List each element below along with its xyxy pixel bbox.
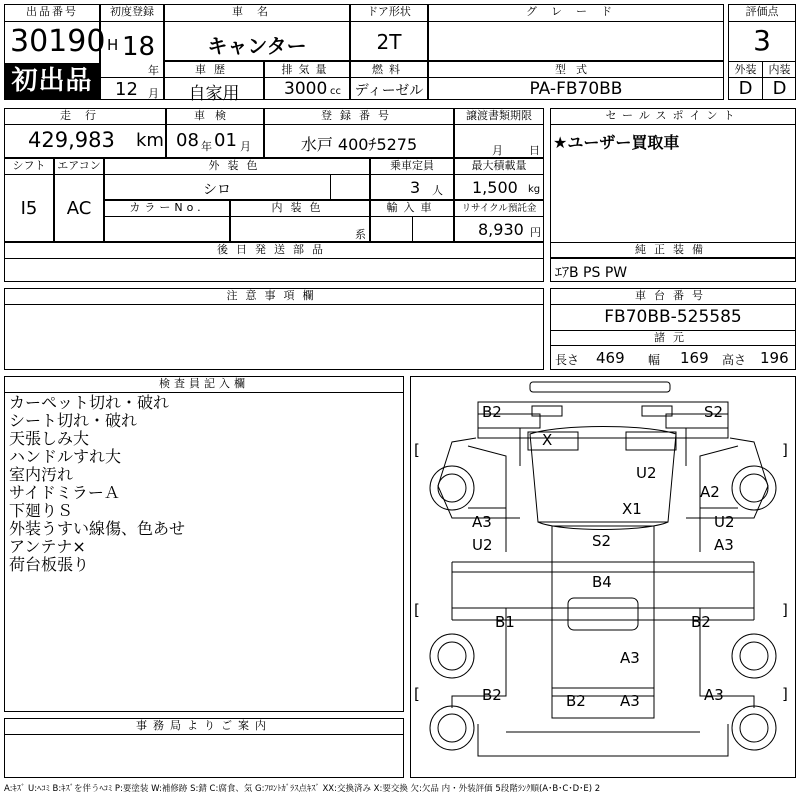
- recycle-amount: 8,930: [478, 220, 524, 239]
- transfer-month: 月: [492, 144, 503, 157]
- car-name: キャンター: [207, 34, 307, 58]
- fuel-label: 燃料: [372, 63, 406, 76]
- displacement: 3000: [284, 79, 328, 99]
- history-label: 車歴: [195, 63, 233, 76]
- length-label: 長さ: [555, 353, 580, 367]
- ext-color: シロ: [203, 182, 231, 198]
- mark-bed-b4: B4: [592, 573, 612, 591]
- mark-right-door-a2: A2: [700, 483, 720, 501]
- inspector-note: サイドミラーＡ: [9, 483, 120, 502]
- mark-bed-a3: A3: [620, 649, 640, 667]
- mark-rear-left: B2: [482, 686, 502, 704]
- int-color-label: 内装色: [271, 201, 329, 214]
- sales-point-label: セールスポイント: [605, 109, 741, 122]
- transfer-day: 日: [529, 144, 540, 157]
- grade-label: グレード: [526, 5, 626, 18]
- inspector-note: 室内汚れ: [9, 465, 74, 484]
- mark-left-door-u2: U2: [472, 536, 493, 554]
- bracket-bottom-right: ]: [782, 685, 788, 703]
- score: 3: [753, 24, 771, 57]
- capacity: 3: [410, 178, 421, 197]
- fuel: ディーゼル: [354, 83, 424, 99]
- inspection-month: 01: [214, 130, 237, 151]
- inspector-note: 天張しみ大: [9, 429, 90, 448]
- notes-label: 注意事項欄: [226, 289, 322, 302]
- dims-label: 諸元: [654, 331, 692, 344]
- bracket-top-left: [: [414, 441, 420, 459]
- equipment-label: 純正装備: [635, 243, 711, 256]
- length: 469: [596, 349, 625, 367]
- mark-cab-roof: U2: [636, 464, 657, 482]
- mark-cab-center: X1: [622, 500, 642, 518]
- shift-label: シフト: [12, 159, 46, 172]
- capacity-unit: 人: [432, 184, 443, 197]
- inspector-note: カーペット切れ・破れ: [9, 393, 170, 412]
- mark-tail-b2: B2: [566, 692, 586, 710]
- month-unit: 月: [148, 87, 159, 100]
- registration-number: 水戸 400ﾁ5275: [300, 135, 418, 154]
- lot-number: 30190: [10, 24, 106, 59]
- first-registration-label: 初度登録: [110, 5, 154, 18]
- inspector-note: 外装うすい線傷、色あせ: [9, 519, 186, 538]
- year-unit: 年: [148, 64, 159, 77]
- inspector-note: ハンドルすれ大: [9, 447, 122, 466]
- ac: AC: [66, 198, 92, 219]
- registration-label: 登録番号: [321, 109, 397, 122]
- int-color-suffix: 系: [355, 228, 366, 241]
- ext-color-label: 外装色: [208, 159, 266, 172]
- mileage-label: 走行: [60, 109, 110, 122]
- inspector-label: 検査員記入欄: [159, 377, 249, 390]
- import-label: 輸入車: [386, 201, 438, 214]
- recycle-label: リサイクル預託金: [461, 203, 537, 214]
- mark-bed-b1: B1: [495, 613, 515, 631]
- bracket-top-right: ]: [782, 441, 788, 459]
- history: 自家用: [188, 84, 240, 104]
- load-label: 最大積載量: [471, 159, 527, 172]
- damage-legend: A:ｷｽﾞ U:ﾍｺﾐ B:ｷｽﾞを伴うﾍｺﾐ P:要塗装 W:補修跡 S:錆 C:腐食、気 G:ﾌﾛﾝﾄｶﾞﾗｽ点ｷｽﾞ XX:交換済み X:要交換 欠:欠品 内・外装評価 5段階ﾗﾝｸ順(A･B･C･D･E) 2: [4, 784, 601, 794]
- capacity-label: 乗車定員: [390, 159, 434, 172]
- transfer-label: 譲渡書類期限: [466, 109, 532, 122]
- model: PA-FB70BB: [529, 79, 623, 99]
- era: H: [107, 36, 119, 54]
- ac-label: エアコン: [57, 159, 101, 172]
- lot-number-label: 出品番号: [26, 5, 78, 18]
- inspector-note: シート切れ・破れ: [9, 411, 138, 430]
- first-reg-month: 12: [115, 79, 138, 100]
- mark-front-right: S2: [704, 403, 724, 421]
- inspection-month-unit: 月: [240, 140, 251, 153]
- mark-left-door-a3: A3: [472, 513, 492, 531]
- car-name-label: 車名: [232, 5, 282, 18]
- inspector-note: 下廻りＳ: [9, 501, 74, 520]
- inspector-notes: [9, 394, 185, 574]
- inspection-year: 08: [176, 130, 199, 151]
- color-no-label: カラーNo.: [129, 201, 205, 214]
- inspection-label: 車検: [194, 109, 236, 122]
- mileage-unit: km: [136, 130, 164, 151]
- height: 196: [760, 349, 789, 367]
- sales-point-text: ★ユーザー買取車: [553, 133, 680, 152]
- exterior-grade: D: [738, 78, 753, 99]
- chassis-label: 車台番号: [635, 289, 711, 302]
- door-type-label: ドア形状: [367, 5, 411, 18]
- parts-label: 後日発送部品: [217, 243, 331, 256]
- displacement-unit: cc: [330, 86, 341, 97]
- mark-bed-b2: B2: [691, 613, 711, 631]
- mark-rear-right: A3: [704, 686, 724, 704]
- score-label: 評価点: [745, 5, 779, 18]
- recycle-unit: 円: [530, 226, 541, 239]
- bracket-mid-left: [: [414, 601, 420, 619]
- first-reg-year: 18: [122, 32, 156, 62]
- door-type: 2T: [376, 30, 402, 54]
- mileage: 429,983: [28, 128, 115, 152]
- inspector-note: 荷台板張り: [9, 555, 90, 574]
- interior-grade: D: [772, 78, 787, 99]
- mark-front-left: B2: [482, 403, 502, 421]
- first-listing-badge: 初出品: [5, 63, 99, 99]
- inspection-year-unit: 年: [201, 140, 212, 153]
- height-label: 高さ: [722, 353, 747, 367]
- mark-tail-a3: A3: [620, 692, 640, 710]
- shift: I5: [20, 198, 38, 219]
- load: 1,500: [472, 178, 518, 197]
- bracket-mid-right: ]: [782, 601, 788, 619]
- mark-bed-s2: S2: [592, 532, 612, 550]
- width-label: 幅: [648, 353, 661, 367]
- bracket-bottom-left: [: [414, 685, 420, 703]
- inspector-note: アンテナ×: [9, 537, 86, 556]
- width: 169: [680, 349, 709, 367]
- load-unit: kg: [528, 184, 541, 195]
- equipment: ｴｱB PS PW: [555, 265, 628, 281]
- mark-right-door-a3: A3: [714, 536, 734, 554]
- displacement-label: 排気量: [281, 63, 333, 76]
- mark-windshield: X: [542, 431, 553, 449]
- exterior-grade-label: 外装: [734, 63, 757, 76]
- mark-right-door-u2: U2: [714, 513, 735, 531]
- chassis-number: FB70BB-525585: [604, 307, 742, 327]
- office-label: 事務局よりご案内: [136, 719, 272, 732]
- model-label: 型式: [555, 63, 597, 76]
- interior-grade-label: 内装: [768, 63, 791, 76]
